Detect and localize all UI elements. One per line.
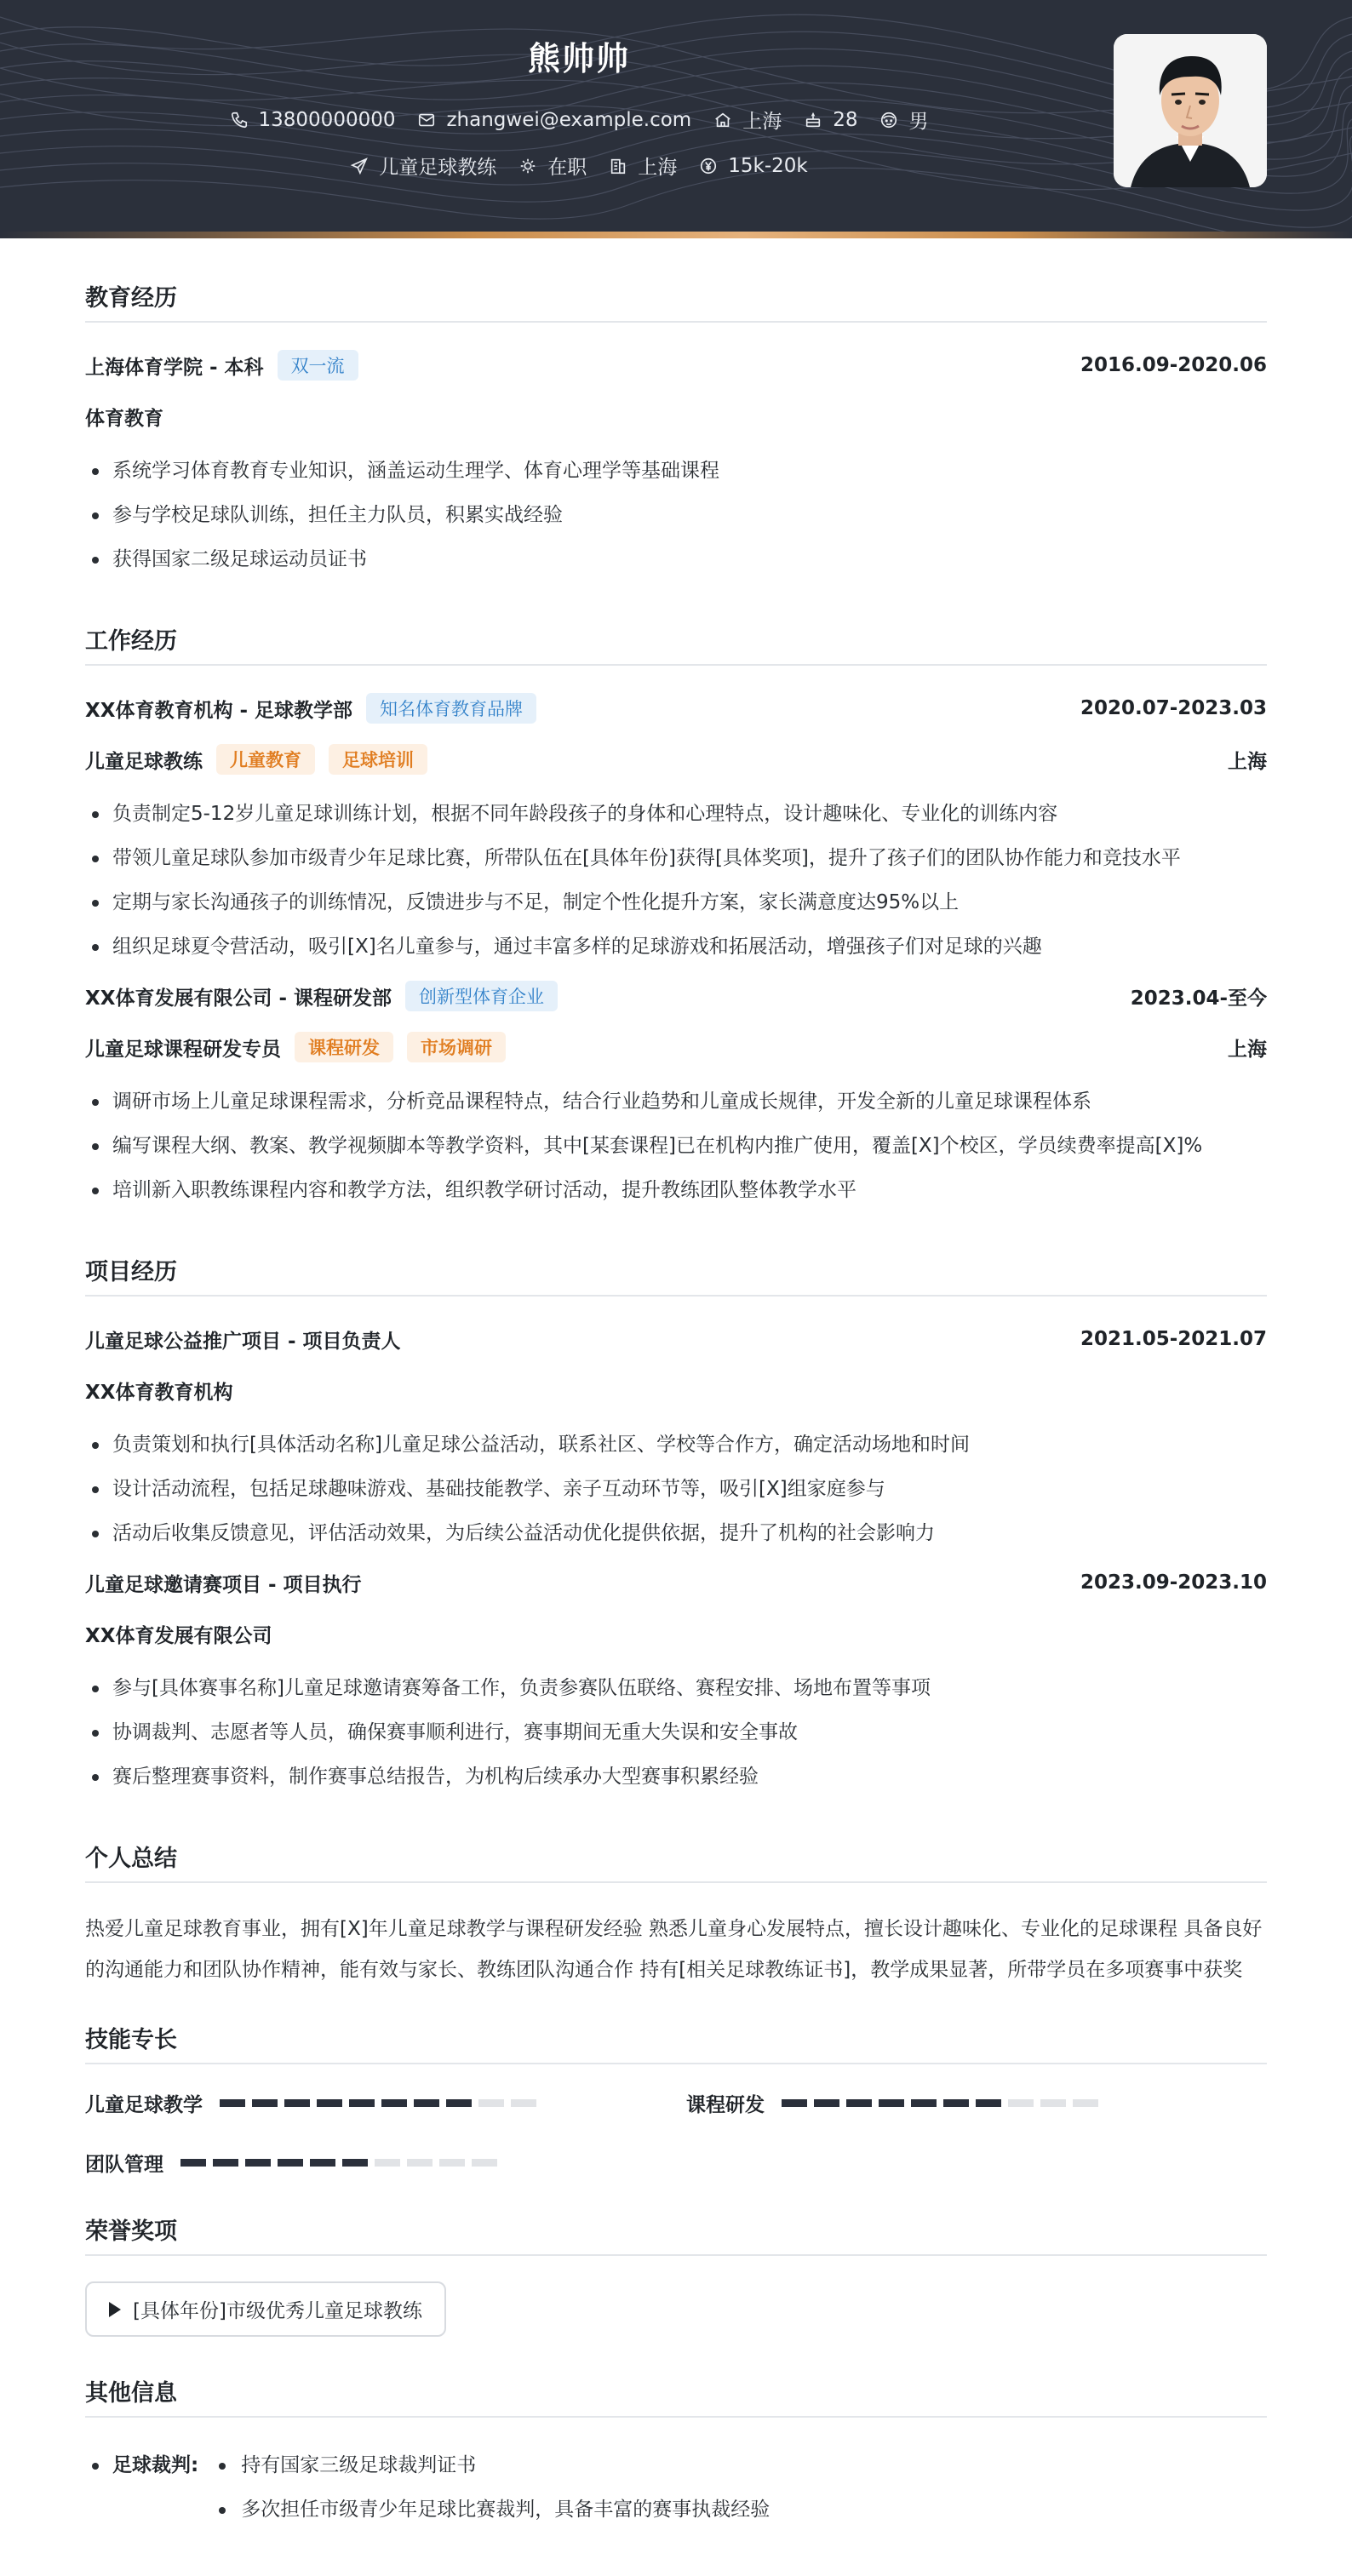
skill-segment-filled: [381, 2099, 407, 2107]
education-period: 2016.09-2020.06: [1080, 354, 1267, 376]
awards-section: [85, 2212, 1267, 2337]
skill-segment-empty: [1073, 2099, 1098, 2107]
job-entry: [85, 691, 1267, 969]
status-icon: [518, 157, 537, 175]
job-entry: [85, 979, 1267, 1212]
list-item: 编写课程大纲、教案、教学视频脚本等教学资料，其中[某套课程]已在机构内推广使用，覆盖[X]个校区，学员续费率提高[X]%: [85, 1124, 1267, 1168]
award-text: [具体年份]市级优秀儿童足球教练: [133, 2300, 422, 2322]
list-item: 协调裁判、志愿者等人员，确保赛事顺利进行，赛事期间无重大失误和安全事故: [85, 1710, 1267, 1755]
role-tag: 课程研发: [295, 1032, 393, 1062]
skill-segment-empty: [472, 2159, 497, 2167]
skill-level-bar: [180, 2159, 497, 2167]
other-item: [85, 2443, 1267, 2532]
section-title-projects: 项目经历: [85, 1253, 1267, 1297]
gender-text: 男: [908, 111, 929, 133]
project-org: XX体育教育机构: [85, 1381, 233, 1404]
other-values: [212, 2443, 770, 2532]
status-info: [518, 152, 587, 180]
project-bullets: [85, 1666, 1267, 1799]
skill-segment-filled: [317, 2099, 342, 2107]
other-section: [85, 2374, 1267, 2532]
skills-grid: [85, 2090, 1267, 2175]
skills-section: [85, 2021, 1267, 2175]
skill-segment-filled: [245, 2159, 271, 2167]
age-info: [804, 109, 857, 131]
email-text[interactable]: zhangwei@example.com: [446, 108, 692, 131]
education-entry-head: [85, 348, 1267, 382]
skill-segment-filled: [220, 2099, 245, 2107]
company-name: XX体育教育机构 - 足球教学部: [85, 699, 353, 722]
status-text: 在职: [547, 157, 587, 179]
skill-segment-empty: [439, 2159, 465, 2167]
list-item: 组织足球夏令营活动，吸引[X]名儿童参与，通过丰富多样的足球游戏和拓展活动，增强孩子们对足球的兴趣: [85, 924, 1267, 969]
target-role-text: 儿童足球教练: [379, 157, 497, 179]
list-item: 培训新入职教练课程内容和教学方法，组织教学研讨活动，提升教练团队整体教学水平: [85, 1168, 1267, 1212]
skill-item: [85, 2150, 686, 2175]
skill-segment-empty: [478, 2099, 504, 2107]
resume-content: [85, 238, 1267, 2532]
skill-name: 课程研发: [686, 2093, 765, 2116]
role-tag: 市场调研: [407, 1032, 506, 1062]
skill-segment-filled: [414, 2099, 439, 2107]
project-bullets: [85, 1423, 1267, 1555]
city-info: [609, 152, 677, 180]
profile-photo: [1114, 34, 1267, 187]
list-item: 系统学习体育教育专业知识，涵盖运动生理学、体育心理学等基础课程: [85, 449, 1267, 493]
project-period: 2023.09-2023.10: [1080, 1571, 1267, 1594]
job-location: 上海: [1228, 750, 1267, 773]
projects-section: [85, 1253, 1267, 1799]
major-name: 体育教育: [85, 407, 163, 430]
skill-segment-filled: [349, 2099, 375, 2107]
job-role-row: [85, 1030, 1267, 1064]
section-title-education: 教育经历: [85, 279, 1267, 323]
other-key: 足球裁判:: [85, 2443, 198, 2487]
email-info: [417, 109, 691, 131]
skill-segment-filled: [911, 2099, 937, 2107]
project-name: 儿童足球公益推广项目 - 项目负责人: [85, 1330, 401, 1353]
salary-text: 15k-20k: [728, 154, 808, 177]
section-title-awards: 荣誉奖项: [85, 2212, 1267, 2256]
phone-text[interactable]: 13800000000: [258, 108, 396, 131]
school-name: 上海体育学院 - 本科: [85, 356, 264, 379]
skill-segment-empty: [375, 2159, 400, 2167]
skill-item: [686, 2090, 1267, 2115]
send-icon: [350, 157, 369, 175]
home-info: [713, 106, 782, 134]
role-tag: 儿童教育: [216, 744, 315, 775]
list-item: 多次担任市级青少年足球比赛裁判，具备丰富的赛事执裁经验: [212, 2487, 770, 2532]
project-head: [85, 1322, 1267, 1356]
skill-segment-filled: [213, 2159, 238, 2167]
work-section: [85, 622, 1267, 1212]
section-title-skills: 技能专长: [85, 2021, 1267, 2064]
skill-segment-filled: [180, 2159, 206, 2167]
list-item: 获得国家二级足球运动员证书: [85, 537, 1267, 581]
candidate-name: 熊帅帅: [527, 40, 630, 77]
company-tag: 知名体育教育品牌: [366, 693, 536, 724]
list-item: 定期与家长沟通孩子的训练情况，反馈进步与不足，制定个性化提升方案，家长满意度达95%以上: [85, 880, 1267, 924]
skill-segment-filled: [782, 2099, 807, 2107]
skill-segment-filled: [846, 2099, 872, 2107]
skill-segment-empty: [1008, 2099, 1034, 2107]
age-text: 28: [833, 108, 858, 131]
skill-segment-empty: [1040, 2099, 1066, 2107]
building-icon: [609, 157, 627, 175]
skill-segment-empty: [407, 2159, 433, 2167]
project-org: XX体育发展有限公司: [85, 1624, 272, 1647]
phone-info: [230, 109, 396, 131]
school-tag: 双一流: [278, 350, 358, 381]
skill-segment-filled: [342, 2159, 368, 2167]
company-tag: 创新型体育企业: [405, 981, 558, 1011]
job-head: [85, 691, 1267, 725]
list-item: 参与学校足球队训练，担任主力队员，积累实战经验: [85, 493, 1267, 537]
project-period: 2021.05-2021.07: [1080, 1328, 1267, 1350]
award-item-toggle[interactable]: [85, 2281, 446, 2337]
skill-segment-filled: [310, 2159, 335, 2167]
play-triangle-icon: [109, 2302, 121, 2317]
list-item: 持有国家三级足球裁判证书: [212, 2443, 770, 2487]
skill-segment-filled: [278, 2159, 303, 2167]
project-entry: [85, 1566, 1267, 1799]
list-item: 设计活动流程，包括足球趣味游戏、基础技能教学、亲子互动环节等，吸引[X]组家庭参与: [85, 1467, 1267, 1511]
job-role: 儿童足球课程研发专员: [85, 1038, 281, 1061]
education-section: [85, 279, 1267, 581]
person-icon: [879, 111, 898, 129]
project-org-row: [85, 1373, 1267, 1407]
resume-header: [0, 0, 1352, 238]
phone-icon: [230, 111, 249, 129]
list-item: 负责策划和执行[具体活动名称]儿童足球公益活动，联系社区、学校等合作方，确定活动场地和时间: [85, 1423, 1267, 1467]
avatar: [1114, 34, 1267, 187]
gender-info: [879, 106, 928, 134]
list-item: 调研市场上儿童足球课程需求，分析竞品课程特点，结合行业趋势和儿童成长规律，开发全新的儿童足球课程体系: [85, 1079, 1267, 1124]
skill-name: 团队管理: [85, 2153, 163, 2176]
job-head: [85, 979, 1267, 1013]
job-role: 儿童足球教练: [85, 750, 203, 773]
cake-icon: [804, 111, 822, 129]
list-item: 活动后收集反馈意见，评估活动效果，为后续公益活动优化提供依据，提升了机构的社会影响力: [85, 1511, 1267, 1555]
skill-level-bar: [782, 2099, 1098, 2107]
skill-level-bar: [220, 2099, 536, 2107]
job-period: 2023.04-至今: [1130, 987, 1267, 1010]
section-title-work: 工作经历: [85, 622, 1267, 666]
skill-segment-filled: [879, 2099, 904, 2107]
project-org-row: [85, 1617, 1267, 1651]
summary-text: 热爱儿童足球教育事业，拥有[X]年儿童足球教学与课程研发经验 熟悉儿童身心发展特点，擅长设计趣味化、专业化的足球课程 具备良好的沟通能力和团队协作精神，能有效与家长、教练团队沟通合作 持有[相关足球教练证书]，教学成果显著，所带学员在多项赛事中获奖: [85, 1918, 1263, 1981]
job-period: 2020.07-2023.03: [1080, 697, 1267, 719]
city-text: 上海: [638, 157, 678, 179]
education-major-row: [85, 399, 1267, 433]
education-bullets: [85, 449, 1267, 581]
list-item: 负责制定5-12岁儿童足球训练计划，根据不同年龄段孩子的身体和心理特点，设计趣味化、专业化的训练内容: [85, 792, 1267, 836]
home-text: 上海: [742, 111, 782, 133]
list-item: 带领儿童足球队参加市级青少年足球比赛，所带队伍在[具体年份]获得[具体奖项]，提升了孩子们的团队协作能力和竞技水平: [85, 836, 1267, 880]
skill-segment-empty: [511, 2099, 536, 2107]
skill-segment-filled: [814, 2099, 839, 2107]
job-bullets: [85, 792, 1267, 969]
skill-item: [85, 2090, 686, 2115]
project-entry: [85, 1322, 1267, 1555]
skill-segment-filled: [943, 2099, 969, 2107]
skill-segment-filled: [252, 2099, 278, 2107]
job-intent-row: [0, 152, 1158, 180]
project-name: 儿童足球邀请赛项目 - 项目执行: [85, 1573, 362, 1596]
summary-section: [85, 1840, 1267, 1990]
job-location: 上海: [1228, 1038, 1267, 1061]
home-icon: [713, 111, 732, 129]
skill-segment-filled: [976, 2099, 1001, 2107]
section-title-other: 其他信息: [85, 2374, 1267, 2418]
section-title-summary: 个人总结: [85, 1840, 1267, 1883]
yuan-icon: [699, 157, 718, 175]
project-head: [85, 1566, 1267, 1600]
salary-info: [699, 155, 807, 177]
skill-segment-filled: [446, 2099, 472, 2107]
contact-row: [0, 106, 1158, 134]
skill-segment-filled: [284, 2099, 310, 2107]
target-role-info: [350, 152, 496, 180]
list-item: 赛后整理赛事资料，制作赛事总结报告，为机构后续承办大型赛事积累经验: [85, 1755, 1267, 1799]
role-tag: 足球培训: [329, 744, 427, 775]
skill-name: 儿童足球教学: [85, 2093, 203, 2116]
job-bullets: [85, 1079, 1267, 1212]
company-name: XX体育发展有限公司 - 课程研发部: [85, 987, 392, 1010]
header-accent-bar: [0, 232, 1352, 238]
job-role-row: [85, 742, 1267, 776]
mail-icon: [417, 111, 436, 129]
list-item: 参与[具体赛事名称]儿童足球邀请赛筹备工作，负责参赛队伍联络、赛程安排、场地布置等事项: [85, 1666, 1267, 1710]
